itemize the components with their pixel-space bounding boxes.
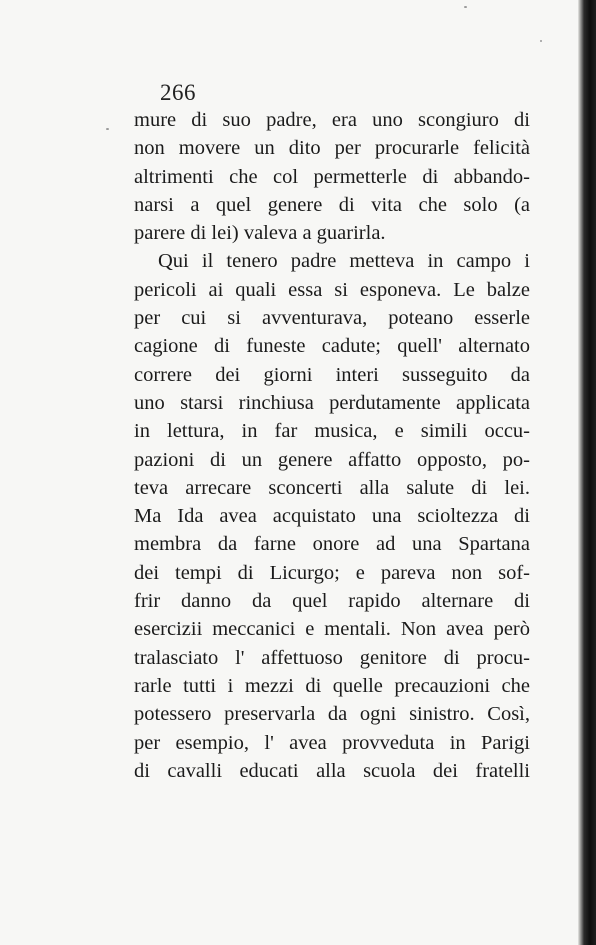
text-line: membra da farne onore ad una Spartana bbox=[134, 533, 530, 556]
text-line: in lettura, in far musica, e simili occu- bbox=[134, 420, 530, 443]
text-line: altrimenti che col permetterle di abbando- bbox=[134, 165, 530, 188]
text-line: potessero preservarla da ogni sinistro. Così, bbox=[134, 703, 530, 726]
text-line: mure di suo padre, era uno scongiuro di bbox=[134, 109, 530, 131]
text-line: non movere un dito per procurarle felicità bbox=[134, 137, 530, 160]
text-line: Ma Ida avea acquistato una scioltezza di bbox=[134, 505, 530, 528]
body-text bbox=[134, 106, 530, 785]
text-line: di cavalli educati alla scuola dei fratelli bbox=[134, 759, 530, 782]
text-line: correre dei giorni interi susseguito da bbox=[134, 363, 530, 386]
text-line: parere di lei) valeva a guarirla. bbox=[134, 222, 386, 245]
text-line: dei tempi di Licurgo; e pareva non sof- bbox=[134, 561, 530, 584]
text-line: teva arrecare sconcerti alla salute di lei. bbox=[134, 476, 530, 499]
text-line: narsi a quel genere di vita che solo (a bbox=[134, 193, 530, 216]
text-line: uno starsi rinchiusa perdutamente applicata bbox=[134, 391, 530, 414]
text-line: frir danno da quel rapido alternare di bbox=[134, 590, 530, 613]
page-number: 266 bbox=[160, 80, 196, 105]
text-line: rarle tutti i mezzi di quelle precauzioni che bbox=[134, 674, 530, 697]
text-line: esercizii meccanici e mentali. Non avea però bbox=[134, 618, 530, 641]
page-edge-shadow bbox=[578, 0, 596, 945]
text-line: tralasciato l' affettuoso genitore di procu- bbox=[134, 646, 530, 669]
text-line: cagione di funeste cadute; quell' alternato bbox=[134, 335, 530, 358]
text-line: pericoli ai quali essa si esponeva. Le balze bbox=[134, 278, 530, 301]
text-line: pazioni di un genere affatto opposto, po- bbox=[134, 448, 530, 471]
text-line: per esempio, l' avea provveduta in Parigi bbox=[134, 731, 530, 754]
text-line: per cui si avventurava, poteano esserle bbox=[134, 307, 530, 330]
text-line: Qui il tenero padre metteva in campo i bbox=[158, 250, 530, 273]
